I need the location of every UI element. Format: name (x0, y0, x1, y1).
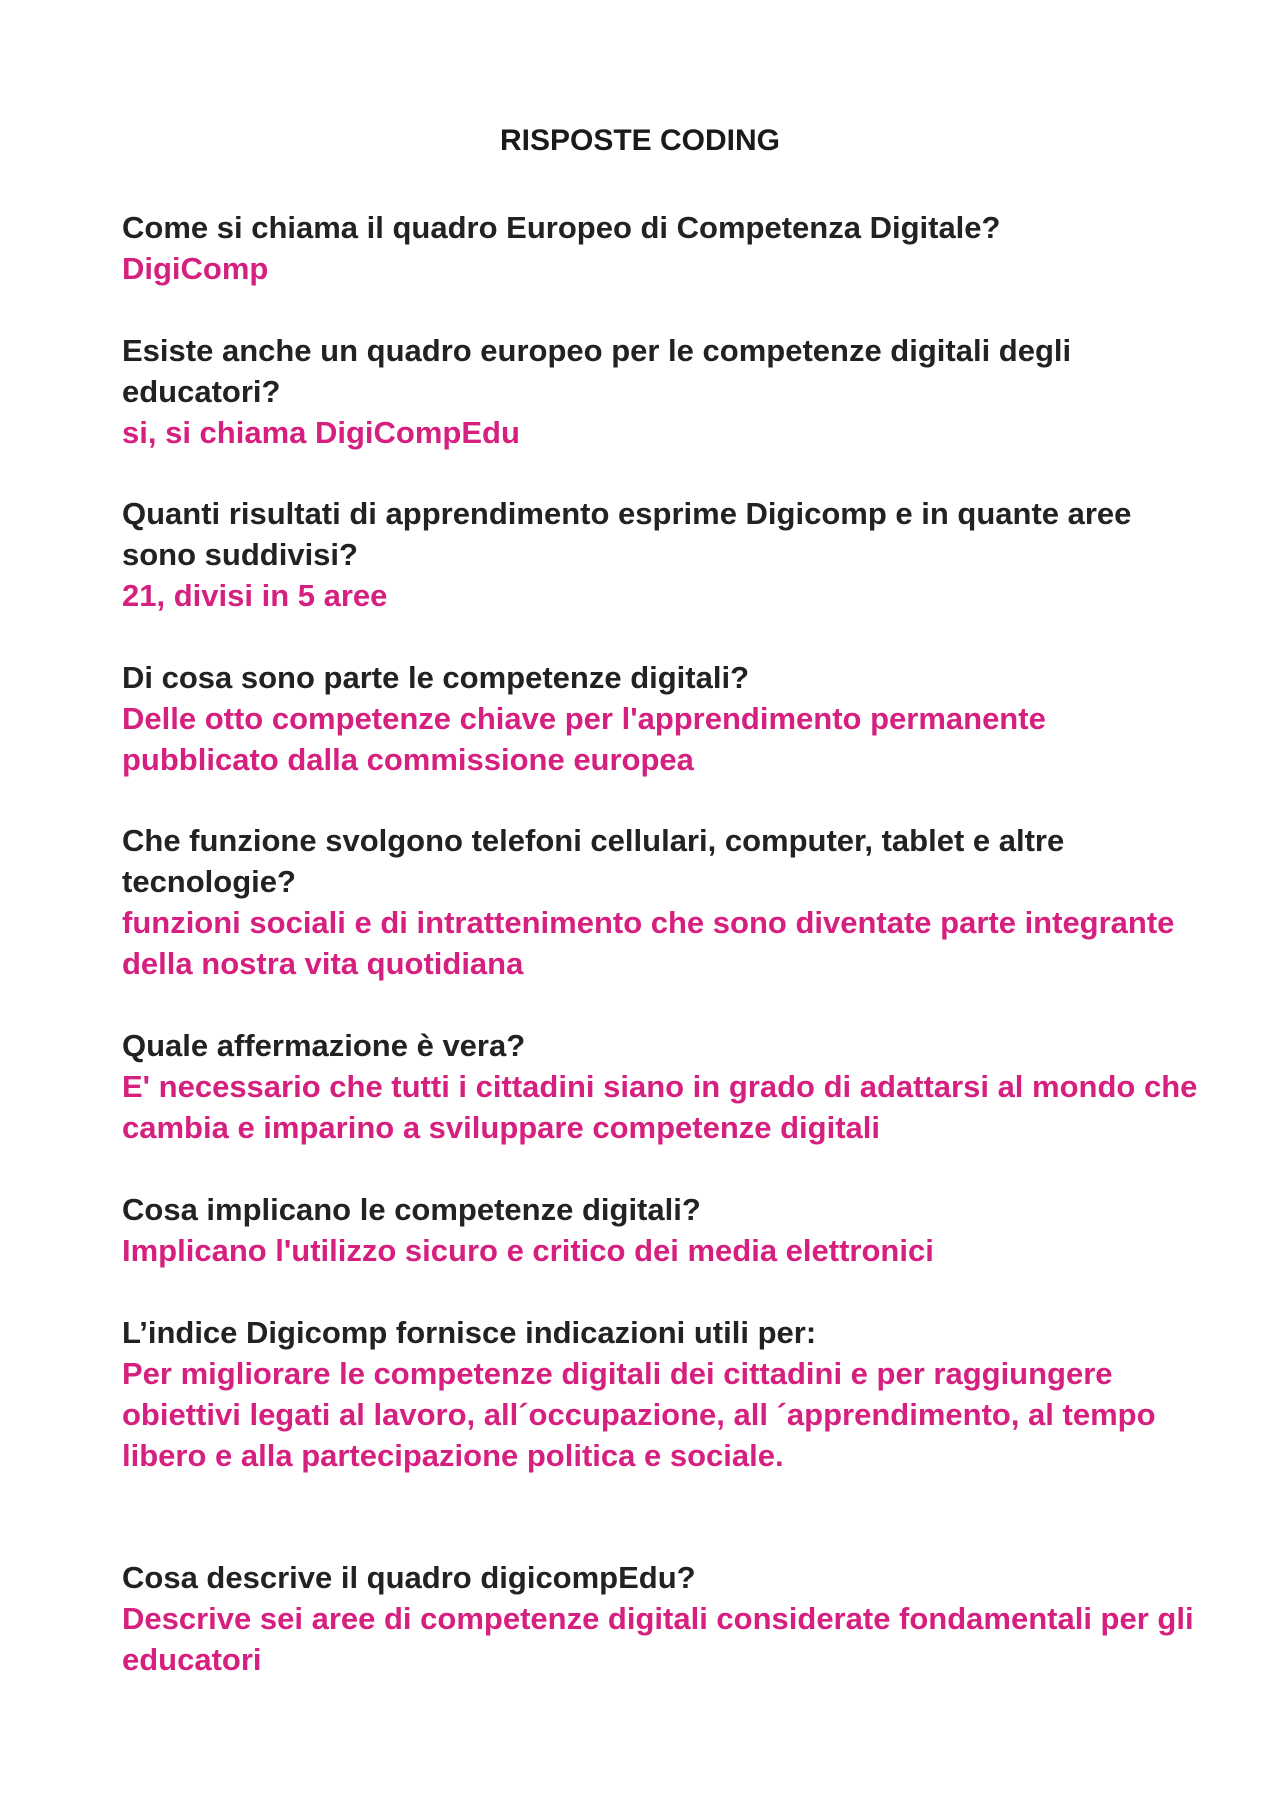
question-9: Cosa descrive il quadro digicompEdu? (122, 1560, 696, 1595)
qa-item-8 (122, 1312, 1202, 1476)
question-2: Esiste anche un quadro europeo per le competenze digitali degli educatori? (122, 333, 1072, 409)
qa-item-4 (122, 657, 1202, 780)
document-title: RISPOSTE CODING (499, 124, 781, 157)
question-7: Cosa implicano le competenze digitali? (122, 1192, 701, 1227)
question-4: Di cosa sono parte le competenze digitali? (122, 660, 750, 695)
qa-item-2 (122, 330, 1202, 453)
qa-item-1 (122, 207, 1202, 289)
answer-2: si, si chiama DigiCompEdu (122, 415, 520, 450)
answer-5: funzioni sociali e di intrattenimento che sono diventate parte integrante della nostra vita quotidiana (122, 905, 1175, 981)
answer-8: Per migliorare le competenze digitali dei cittadini e per raggiungere obiettivi legati al lavoro, all´occupazione, all ´apprendimento, al tempo libero e alla partecipazione politica e sociale. (122, 1356, 1156, 1473)
qa-item-7 (122, 1189, 1202, 1271)
question-1: Come si chiama il quadro Europeo di Competenza Digitale? (122, 210, 1001, 245)
qa-item-3 (122, 493, 1202, 616)
question-8: L’indice Digicomp fornisce indicazioni utili per: (122, 1315, 817, 1350)
qa-item-5 (122, 820, 1202, 984)
answer-9: Descrive sei aree di competenze digitali considerate fondamentali per gli educatori (122, 1601, 1194, 1677)
qa-item-9 (122, 1557, 1202, 1680)
answer-3: 21, divisi in 5 aree (122, 578, 388, 613)
question-6: Quale affermazione è vera? (122, 1028, 526, 1063)
answer-6: E' necessario che tutti i cittadini siano in grado di adattarsi al mondo che cambia e imparino a sviluppare competenze digitali (122, 1069, 1198, 1145)
answer-1: DigiComp (122, 251, 269, 286)
question-3: Quanti risultati di apprendimento esprime Digicomp e in quante aree sono suddivisi? (122, 496, 1132, 572)
answer-4: Delle otto competenze chiave per l'apprendimento permanente pubblicato dalla commissione europea (122, 701, 1046, 777)
question-5: Che funzione svolgono telefoni cellulari, computer, tablet e altre tecnologie? (122, 823, 1065, 899)
answer-7: Implicano l'utilizzo sicuro e critico dei media elettronici (122, 1233, 934, 1268)
qa-item-6 (122, 1025, 1202, 1148)
